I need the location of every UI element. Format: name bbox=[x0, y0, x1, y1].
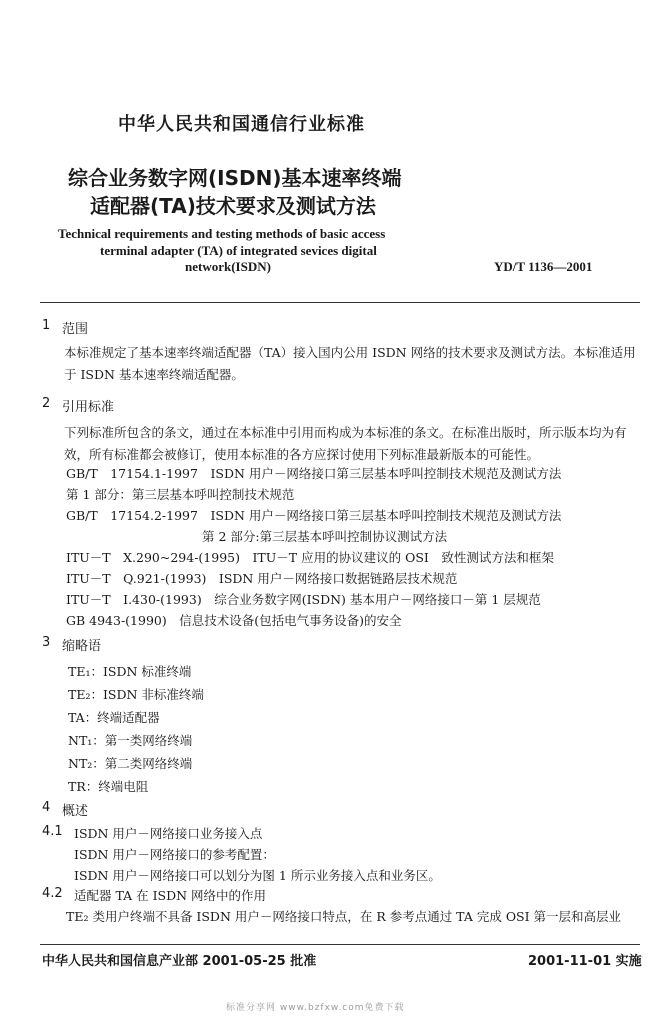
bottom-rule bbox=[40, 944, 640, 945]
abbr-item: NT₂：第二类网络终端 bbox=[68, 756, 193, 771]
section-3-number: 3 bbox=[42, 635, 51, 650]
subsection-4-1-line: ISDN 用户－网络接口可以划分为图 1 所示业务接入点和业务区。 bbox=[74, 868, 441, 883]
watermark-text: 标准分享网 www.bzfxw.com免费下载 bbox=[226, 1003, 405, 1013]
ref-item: GB 4943-(1990) 信息技术设备(包括电气事务设备)的安全 bbox=[66, 613, 402, 628]
section-4-title: 概述 bbox=[62, 804, 89, 819]
title-en-line1: Technical requirements and testing methods of basic access bbox=[58, 226, 386, 241]
approval-line: 中华人民共和国信息产业部 2001-05-25 批准 bbox=[42, 954, 317, 969]
subsection-4-2-title: 适配器 TA 在 ISDN 网络中的作用 bbox=[74, 888, 267, 903]
abbr-item: NT₁：第一类网络终端 bbox=[68, 733, 193, 748]
authority-line: 中华人民共和国通信行业标准 bbox=[118, 114, 365, 135]
standard-number: YD/T 1136—2001 bbox=[494, 259, 593, 274]
ref-item: GB/T 17154.2-1997 ISDN 用户－网络接口第三层基本呼叫控制技术规范及测试方法 bbox=[66, 508, 562, 523]
ref-item: 第 2 部分:第三层基本呼叫控制协议测试方法 bbox=[202, 529, 448, 544]
section-3-title: 缩略语 bbox=[62, 639, 102, 654]
section-1-title: 范围 bbox=[62, 322, 89, 337]
section-2-paragraph: 下列标准所包含的条文，通过在本标准中引用而构成为本标准的条文。在标准出版时，所示版本均为有效，所有标准都会被修订，使用本标准的各方应探讨使用下列标准最新版本的可能性。 bbox=[64, 425, 627, 462]
ref-item: GB/T 17154.1-1997 ISDN 用户－网络接口第三层基本呼叫控制技术规范及测试方法 bbox=[66, 466, 562, 481]
section-2-number: 2 bbox=[42, 396, 51, 411]
abbr-item: TA：终端适配器 bbox=[68, 710, 160, 725]
section-2-title: 引用标准 bbox=[62, 400, 115, 415]
abbr-item: TE₂：ISDN 非标准终端 bbox=[68, 687, 204, 702]
subsection-4-1-line: ISDN 用户－网络接口的参考配置： bbox=[74, 847, 275, 862]
subsection-4-1-number: 4.1 bbox=[42, 824, 63, 839]
implementation-date: 2001-11-01 实施 bbox=[528, 954, 642, 969]
title-en-line3: network(ISDN) bbox=[185, 259, 271, 274]
abbr-item: TR：终端电阻 bbox=[68, 779, 149, 794]
subsection-4-1-title: ISDN 用户－网络接口业务接入点 bbox=[74, 826, 263, 841]
title-zh-line2: 适配器(TA)技术要求及测试方法 bbox=[90, 194, 376, 218]
ref-item: ITU－T I.430-(1993) 综合业务数字网(ISDN) 基本用户－网络接口－第 1 层规范 bbox=[66, 592, 541, 607]
abbr-item: TE₁：ISDN 标准终端 bbox=[68, 664, 192, 679]
title-en-line2: terminal adapter (TA) of integrated sevices digital bbox=[100, 243, 377, 258]
ref-item: 第 1 部分：第三层基本呼叫控制技术规范 bbox=[66, 487, 295, 502]
subsection-4-2-number: 4.2 bbox=[42, 886, 63, 901]
subsection-4-2-line: TE₂ 类用户终端不具备 ISDN 用户－网络接口特点，在 R 参考点通过 TA 完成 OSI 第一层和高层业 bbox=[66, 909, 622, 924]
top-rule bbox=[40, 302, 640, 303]
section-1-paragraph: 本标准规定了基本速率终端适配器（TA）接入国内公用 ISDN 网络的技术要求及测试方法。本标准适用于 ISDN 基本速率终端适配器。 bbox=[64, 345, 636, 382]
ref-item: ITU－T Q.921-(1993) ISDN 用户－网络接口数据链路层技术规范 bbox=[66, 571, 458, 586]
section-4-number: 4 bbox=[42, 800, 51, 815]
title-zh-line1: 综合业务数字网(ISDN)基本速率终端 bbox=[68, 166, 402, 190]
section-1-number: 1 bbox=[42, 318, 51, 333]
ref-item: ITU－T X.290~294-(1995) ITU－T 应用的协议建议的 OSI 致性测试方法和框架 bbox=[66, 550, 554, 565]
